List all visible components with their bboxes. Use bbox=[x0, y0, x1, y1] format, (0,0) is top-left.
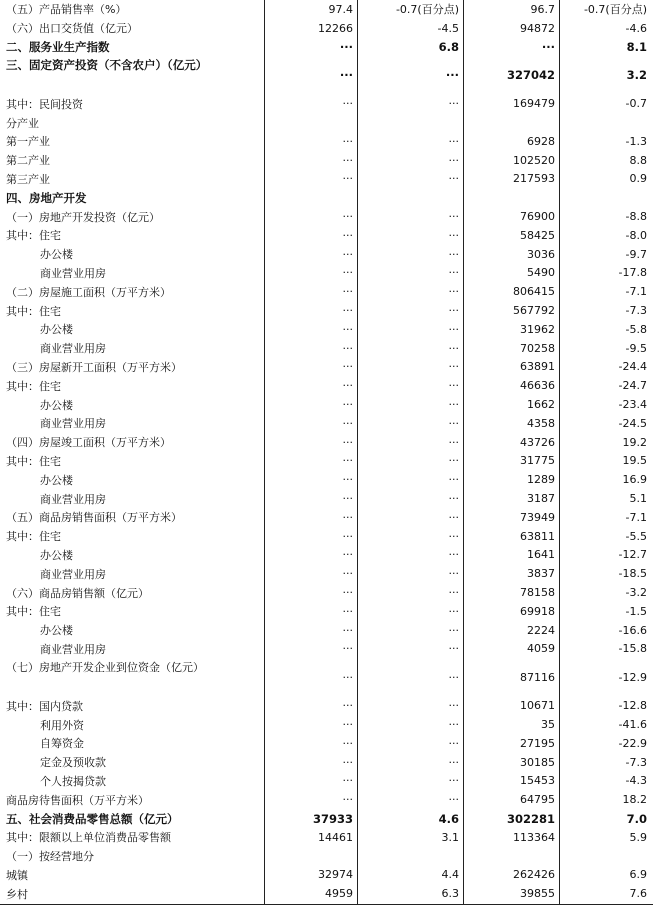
cumulative-value: 4059 bbox=[527, 642, 555, 656]
row-label: （六）出口交货值（亿元） bbox=[6, 22, 138, 36]
current-month-value: ··· bbox=[342, 153, 353, 167]
current-month-value: 37933 bbox=[312, 811, 353, 826]
table-row bbox=[0, 0, 653, 19]
cumulative-value bbox=[463, 847, 559, 866]
cumulative-growth: -7.1 bbox=[625, 285, 647, 299]
current-month-value: ··· bbox=[342, 134, 353, 148]
table-row bbox=[0, 188, 653, 207]
table-row bbox=[0, 19, 653, 38]
row-label: （七）房地产开发企业到位资金（亿元） bbox=[6, 661, 204, 675]
table-row bbox=[0, 772, 653, 791]
row-label: 其中：住宅 bbox=[6, 454, 61, 468]
cumulative-value: 39855 bbox=[520, 887, 555, 901]
current-month-growth: ··· bbox=[448, 172, 459, 186]
current-month-value bbox=[264, 188, 357, 207]
current-month-value: ··· bbox=[342, 435, 353, 449]
table-row bbox=[0, 207, 653, 226]
current-month-growth: ··· bbox=[448, 435, 459, 449]
table-row bbox=[0, 602, 653, 621]
cumulative-value: 43726 bbox=[520, 435, 555, 449]
table-row bbox=[0, 151, 653, 170]
table-row bbox=[0, 358, 653, 377]
current-month-value: ··· bbox=[342, 642, 353, 656]
row-label: （一）按经营地分 bbox=[6, 850, 94, 864]
current-month-growth: ··· bbox=[448, 586, 459, 600]
cumulative-value: 46636 bbox=[520, 379, 555, 393]
cumulative-value: 1662 bbox=[527, 398, 555, 412]
row-label: 商业营业用房 bbox=[40, 642, 106, 656]
current-month-growth: ··· bbox=[448, 134, 459, 148]
current-month-value: 12266 bbox=[318, 21, 353, 35]
cumulative-growth: -4.6 bbox=[625, 21, 647, 35]
cumulative-growth: 16.9 bbox=[622, 473, 647, 487]
table-row bbox=[0, 264, 653, 283]
current-month-growth: ··· bbox=[448, 473, 459, 487]
cumulative-growth: -18.5 bbox=[618, 567, 647, 581]
row-label: （二）房屋施工面积（万平方米） bbox=[6, 285, 171, 299]
cumulative-value: 31962 bbox=[520, 322, 555, 336]
current-month-value: ··· bbox=[342, 304, 353, 318]
table-row bbox=[0, 452, 653, 471]
row-label: （一）房地产开发投资（亿元） bbox=[6, 210, 160, 224]
current-month-growth: ··· bbox=[448, 97, 459, 111]
cumulative-value: 64795 bbox=[520, 793, 555, 807]
row-label: 其中：住宅 bbox=[6, 605, 61, 619]
current-month-value: ··· bbox=[342, 736, 353, 750]
current-month-growth: ··· bbox=[448, 454, 459, 468]
current-month-value: ··· bbox=[342, 548, 353, 562]
cumulative-value: 63811 bbox=[520, 529, 555, 543]
row-label: （四）房屋竣工面积（万平方米） bbox=[6, 436, 171, 450]
cumulative-growth: -0.7(百分点) bbox=[583, 3, 647, 17]
cumulative-value bbox=[463, 113, 559, 132]
cumulative-growth: -4.3 bbox=[625, 774, 647, 788]
cumulative-growth: -12.9 bbox=[618, 670, 647, 684]
row-label: 第一产业 bbox=[6, 135, 50, 149]
cumulative-growth: 3.2 bbox=[626, 68, 647, 83]
row-label: 四、房地产开发 bbox=[6, 190, 87, 205]
table-row bbox=[0, 395, 653, 414]
current-month-growth: ··· bbox=[448, 492, 459, 506]
table-row bbox=[0, 470, 653, 489]
table-row bbox=[0, 94, 653, 113]
cumulative-growth: 8.1 bbox=[626, 39, 647, 54]
cumulative-growth: 7.6 bbox=[629, 887, 647, 901]
cumulative-value: 70258 bbox=[520, 341, 555, 355]
row-label: （六）商品房销售额（亿元） bbox=[6, 586, 149, 600]
cumulative-growth: -15.8 bbox=[618, 642, 647, 656]
current-month-growth: ··· bbox=[448, 341, 459, 355]
current-month-growth: -4.5 bbox=[437, 21, 459, 35]
cumulative-value: 806415 bbox=[513, 285, 555, 299]
cumulative-growth: -16.6 bbox=[618, 623, 647, 637]
current-month-growth: ··· bbox=[448, 529, 459, 543]
current-month-growth: ··· bbox=[448, 774, 459, 788]
current-month-growth bbox=[357, 847, 463, 866]
row-label: 商业营业用房 bbox=[40, 567, 106, 581]
cumulative-growth: -9.7 bbox=[625, 247, 647, 261]
current-month-value: ··· bbox=[342, 172, 353, 186]
cumulative-growth bbox=[559, 113, 653, 132]
cumulative-value: 262426 bbox=[513, 868, 555, 882]
table-row bbox=[0, 301, 653, 320]
row-label: 办公楼 bbox=[40, 248, 73, 262]
cumulative-growth: 5.9 bbox=[629, 830, 647, 844]
cumulative-value: 169479 bbox=[513, 97, 555, 111]
cumulative-growth: -23.4 bbox=[618, 398, 647, 412]
cumulative-growth: -7.1 bbox=[625, 510, 647, 524]
current-month-growth: 6.8 bbox=[438, 39, 459, 54]
row-label: 第二产业 bbox=[6, 154, 50, 168]
current-month-value: ··· bbox=[342, 379, 353, 393]
cumulative-value: 1289 bbox=[527, 473, 555, 487]
current-month-growth: 3.1 bbox=[441, 830, 459, 844]
cumulative-growth: 5.1 bbox=[629, 492, 647, 506]
cumulative-growth: -3.2 bbox=[625, 586, 647, 600]
current-month-growth: ··· bbox=[448, 153, 459, 167]
table-row bbox=[0, 38, 653, 57]
table-row bbox=[0, 696, 653, 715]
current-month-value: ··· bbox=[342, 586, 353, 600]
current-month-value: ··· bbox=[342, 360, 353, 374]
cumulative-value: 327042 bbox=[506, 68, 555, 83]
row-label: 其中：民间投资 bbox=[6, 97, 83, 111]
current-month-value: ··· bbox=[342, 670, 353, 684]
current-month-growth: ··· bbox=[448, 285, 459, 299]
current-month-growth: ··· bbox=[448, 642, 459, 656]
table-row bbox=[0, 56, 653, 94]
table-row bbox=[0, 245, 653, 264]
current-month-value: ··· bbox=[342, 510, 353, 524]
current-month-value: ··· bbox=[342, 266, 353, 280]
current-month-value: ··· bbox=[342, 97, 353, 111]
current-month-growth: ··· bbox=[448, 416, 459, 430]
row-label: 商品房待售面积（万平方米） bbox=[6, 793, 149, 807]
cumulative-value: 78158 bbox=[520, 586, 555, 600]
row-label: 商业营业用房 bbox=[40, 266, 106, 280]
table-row bbox=[0, 809, 653, 828]
cumulative-growth: -24.5 bbox=[618, 416, 647, 430]
cumulative-growth: -7.3 bbox=[625, 304, 647, 318]
cumulative-growth bbox=[559, 188, 653, 207]
current-month-value: ··· bbox=[342, 454, 353, 468]
cumulative-growth: 6.9 bbox=[629, 868, 647, 882]
current-month-value: ··· bbox=[342, 492, 353, 506]
cumulative-value: 10671 bbox=[520, 699, 555, 713]
cumulative-growth: -5.8 bbox=[625, 322, 647, 336]
cumulative-growth: -8.8 bbox=[625, 210, 647, 224]
current-month-growth: 4.6 bbox=[438, 811, 459, 826]
table-row bbox=[0, 564, 653, 583]
current-month-value: ··· bbox=[339, 68, 353, 83]
cumulative-growth: -17.8 bbox=[618, 266, 647, 280]
current-month-value: ··· bbox=[342, 322, 353, 336]
current-month-value: ··· bbox=[342, 247, 353, 261]
cumulative-value: 30185 bbox=[520, 755, 555, 769]
current-month-growth: ··· bbox=[448, 604, 459, 618]
current-month-value: ··· bbox=[342, 623, 353, 637]
current-month-growth: ··· bbox=[448, 228, 459, 242]
table-row bbox=[0, 546, 653, 565]
row-label: 其中：住宅 bbox=[6, 304, 61, 318]
table-row bbox=[0, 170, 653, 189]
row-label: 第三产业 bbox=[6, 172, 50, 186]
table-row bbox=[0, 527, 653, 546]
current-month-growth bbox=[357, 113, 463, 132]
current-month-growth: 6.3 bbox=[441, 887, 459, 901]
current-month-growth: ··· bbox=[448, 718, 459, 732]
current-month-value: ··· bbox=[342, 699, 353, 713]
current-month-growth: ··· bbox=[448, 379, 459, 393]
cumulative-growth: 19.2 bbox=[622, 435, 647, 449]
table-row bbox=[0, 753, 653, 772]
cumulative-value: 96.7 bbox=[530, 2, 555, 16]
cumulative-value: 58425 bbox=[520, 228, 555, 242]
row-label: 商业营业用房 bbox=[40, 417, 106, 431]
row-label: 三、固定资产投资（不含农户）（亿元） bbox=[6, 58, 208, 73]
current-month-value: ··· bbox=[342, 228, 353, 242]
current-month-value: ··· bbox=[342, 774, 353, 788]
table-row bbox=[0, 282, 653, 301]
current-month-value: ··· bbox=[342, 755, 353, 769]
row-label: 商业营业用房 bbox=[40, 342, 106, 356]
cumulative-growth: -24.7 bbox=[618, 379, 647, 393]
current-month-growth: ··· bbox=[448, 755, 459, 769]
table-row bbox=[0, 132, 653, 151]
cumulative-value: 217593 bbox=[513, 172, 555, 186]
current-month-value bbox=[264, 113, 357, 132]
row-label: 城镇 bbox=[6, 868, 28, 882]
current-month-value: ··· bbox=[342, 718, 353, 732]
table-row bbox=[0, 847, 653, 866]
cumulative-value: 2224 bbox=[527, 623, 555, 637]
table-row bbox=[0, 658, 653, 696]
current-month-growth: ··· bbox=[448, 567, 459, 581]
current-month-value: ··· bbox=[342, 285, 353, 299]
table-row bbox=[0, 376, 653, 395]
current-month-growth: 4.4 bbox=[441, 868, 459, 882]
cumulative-growth: -12.7 bbox=[618, 548, 647, 562]
current-month-value: 97.4 bbox=[328, 2, 353, 16]
row-label: 办公楼 bbox=[40, 548, 73, 562]
row-label: 个人按揭贷款 bbox=[40, 774, 106, 788]
cumulative-value: 35 bbox=[541, 718, 555, 732]
table-row bbox=[0, 828, 653, 847]
cumulative-value: 6928 bbox=[527, 134, 555, 148]
cumulative-value bbox=[463, 188, 559, 207]
current-month-growth: ··· bbox=[448, 322, 459, 336]
row-label: 其中：住宅 bbox=[6, 379, 61, 393]
current-month-growth bbox=[357, 188, 463, 207]
cumulative-value: 567792 bbox=[513, 304, 555, 318]
table-row bbox=[0, 226, 653, 245]
cumulative-value: 102520 bbox=[513, 153, 555, 167]
current-month-value: ··· bbox=[342, 473, 353, 487]
cumulative-growth: 19.5 bbox=[622, 454, 647, 468]
cumulative-growth: -12.8 bbox=[618, 699, 647, 713]
current-month-value: ··· bbox=[339, 39, 353, 54]
current-month-growth: ··· bbox=[445, 68, 459, 83]
cumulative-growth: -1.3 bbox=[625, 134, 647, 148]
current-month-growth: ··· bbox=[448, 266, 459, 280]
table-row bbox=[0, 508, 653, 527]
row-label: （五）产品销售率（%） bbox=[6, 3, 127, 17]
cumulative-growth: -8.0 bbox=[625, 228, 647, 242]
cumulative-value: 3187 bbox=[527, 492, 555, 506]
row-label: 自筹资金 bbox=[40, 737, 84, 751]
row-label: 其中：国内贷款 bbox=[6, 699, 83, 713]
current-month-value: ··· bbox=[342, 210, 353, 224]
cumulative-growth: 8.8 bbox=[629, 153, 647, 167]
cumulative-value: 1641 bbox=[527, 548, 555, 562]
current-month-value: 32974 bbox=[318, 868, 353, 882]
row-label: 办公楼 bbox=[40, 398, 73, 412]
current-month-value: 14461 bbox=[318, 830, 353, 844]
cumulative-growth: -5.5 bbox=[625, 529, 647, 543]
cumulative-growth: 18.2 bbox=[622, 793, 647, 807]
current-month-growth: ··· bbox=[448, 793, 459, 807]
current-month-growth: ··· bbox=[448, 736, 459, 750]
row-label: 利用外资 bbox=[40, 718, 84, 732]
current-month-value: 4959 bbox=[325, 887, 353, 901]
row-label: 其中：住宅 bbox=[6, 530, 61, 544]
current-month-value bbox=[264, 847, 357, 866]
cumulative-growth: -7.3 bbox=[625, 755, 647, 769]
cumulative-growth: 0.9 bbox=[629, 172, 647, 186]
current-month-growth: ··· bbox=[448, 670, 459, 684]
row-label: 办公楼 bbox=[40, 624, 73, 638]
table-row bbox=[0, 790, 653, 809]
table-row bbox=[0, 884, 653, 903]
row-label: 其中：限额以上单位消费品零售额 bbox=[6, 831, 171, 845]
current-month-growth: ··· bbox=[448, 548, 459, 562]
current-month-value: ··· bbox=[342, 398, 353, 412]
cumulative-growth: -41.6 bbox=[618, 718, 647, 732]
row-label: 定金及预收款 bbox=[40, 756, 106, 770]
current-month-growth: ··· bbox=[448, 360, 459, 374]
current-month-growth: ··· bbox=[448, 699, 459, 713]
table-row bbox=[0, 414, 653, 433]
current-month-value: ··· bbox=[342, 341, 353, 355]
row-label: 二、服务业生产指数 bbox=[6, 39, 110, 54]
table-row bbox=[0, 715, 653, 734]
cumulative-growth bbox=[559, 847, 653, 866]
cumulative-value: 3036 bbox=[527, 247, 555, 261]
current-month-value: ··· bbox=[342, 416, 353, 430]
table-row bbox=[0, 320, 653, 339]
cumulative-growth: -1.5 bbox=[625, 604, 647, 618]
cumulative-value: 76900 bbox=[520, 210, 555, 224]
cumulative-value: 31775 bbox=[520, 454, 555, 468]
table-row bbox=[0, 583, 653, 602]
cumulative-value: 113364 bbox=[513, 830, 555, 844]
cumulative-growth: 7.0 bbox=[626, 811, 647, 826]
cumulative-value: 73949 bbox=[520, 510, 555, 524]
cumulative-growth: -9.5 bbox=[625, 341, 647, 355]
cumulative-value: 3837 bbox=[527, 567, 555, 581]
current-month-growth: ··· bbox=[448, 247, 459, 261]
table-row bbox=[0, 433, 653, 452]
row-label: 商业营业用房 bbox=[40, 492, 106, 506]
current-month-growth: ··· bbox=[448, 304, 459, 318]
table-row bbox=[0, 489, 653, 508]
current-month-growth: ··· bbox=[448, 398, 459, 412]
current-month-growth: -0.7(百分点) bbox=[395, 3, 459, 17]
cumulative-value: 94872 bbox=[520, 21, 555, 35]
cumulative-value: 15453 bbox=[520, 774, 555, 788]
row-label: 乡村 bbox=[6, 887, 28, 901]
row-label: 分产业 bbox=[6, 116, 39, 130]
table-row bbox=[0, 113, 653, 132]
current-month-value: ··· bbox=[342, 567, 353, 581]
current-month-value: ··· bbox=[342, 529, 353, 543]
row-label: 其中：住宅 bbox=[6, 229, 61, 243]
table-row bbox=[0, 640, 653, 659]
row-label: 五、社会消费品零售总额（亿元） bbox=[6, 811, 179, 826]
current-month-growth: ··· bbox=[448, 510, 459, 524]
current-month-value: ··· bbox=[342, 793, 353, 807]
row-label: （三）房屋新开工面积（万平方米） bbox=[6, 360, 182, 374]
cumulative-growth: -0.7 bbox=[625, 97, 647, 111]
cumulative-value: 4358 bbox=[527, 416, 555, 430]
cumulative-value: 87116 bbox=[520, 670, 555, 684]
cumulative-growth: -24.4 bbox=[618, 360, 647, 374]
table-row bbox=[0, 734, 653, 753]
current-month-value: ··· bbox=[342, 604, 353, 618]
cumulative-value: 69918 bbox=[520, 604, 555, 618]
row-label: 办公楼 bbox=[40, 323, 73, 337]
cumulative-value: ··· bbox=[541, 39, 555, 54]
current-month-growth: ··· bbox=[448, 210, 459, 224]
table-row bbox=[0, 339, 653, 358]
cumulative-growth: -22.9 bbox=[618, 736, 647, 750]
cumulative-value: 5490 bbox=[527, 266, 555, 280]
cumulative-value: 302281 bbox=[506, 811, 555, 826]
current-month-growth: ··· bbox=[448, 623, 459, 637]
row-label: 办公楼 bbox=[40, 473, 73, 487]
table-row bbox=[0, 866, 653, 885]
table-row bbox=[0, 621, 653, 640]
cumulative-value: 27195 bbox=[520, 736, 555, 750]
row-label: （五）商品房销售面积（万平方米） bbox=[6, 511, 182, 525]
cumulative-value: 63891 bbox=[520, 360, 555, 374]
